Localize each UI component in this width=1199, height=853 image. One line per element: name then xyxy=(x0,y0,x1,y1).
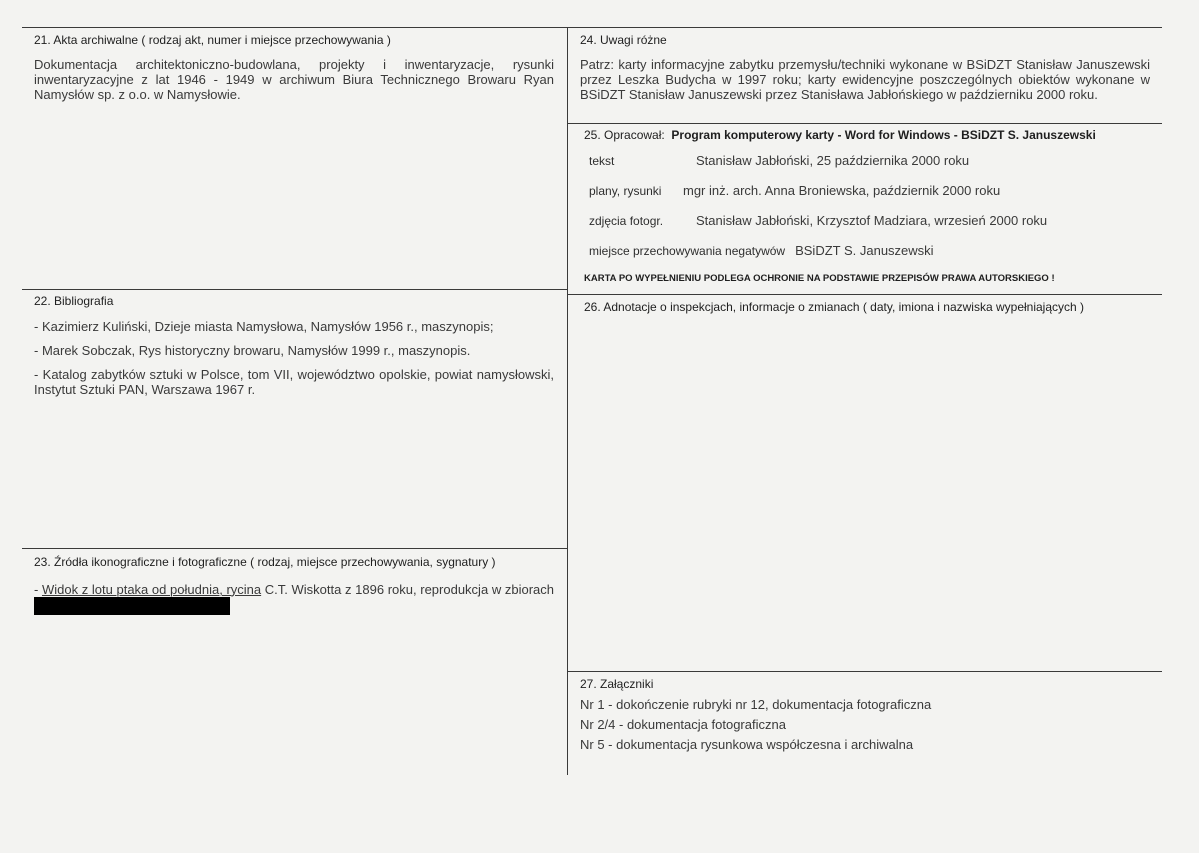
attachment-item: Nr 1 - dokończenie rubryki nr 12, dokumentacja fotograficzna xyxy=(580,697,932,712)
author-row-value: BSiDZT S. Januszewski xyxy=(795,243,934,258)
section-24-remarks xyxy=(580,33,1150,102)
author-row-value: mgr inż. arch. Anna Broniewska, październik 2000 roku xyxy=(683,183,1001,198)
section-26-title: 26. Adnotacje o inspekcjach, informacje o zmianach ( daty, imiona i nazwiska wypełniających ) xyxy=(584,300,1085,314)
top-rule-left xyxy=(22,27,568,28)
rule-s26 xyxy=(568,294,1162,295)
author-row-label: zdjęcia fotogr. xyxy=(589,214,664,228)
section-23-text-rest: C.T. Wiskotta z 1896 roku, reprodukcja w zbiorach xyxy=(261,582,554,597)
section-25-prepared-by xyxy=(584,128,1154,284)
section-21-title: 21. Akta archiwalne ( rodzaj akt, numer i miejsce przechowywania ) xyxy=(34,33,391,47)
attachment-item: Nr 2/4 - dokumentacja fotograficzna xyxy=(580,717,786,732)
section-23-text-prefix: - xyxy=(34,582,42,597)
section-22-bibliography xyxy=(34,294,554,397)
section-25-title-prefix: 25. Opracował: xyxy=(584,128,665,142)
author-row-text xyxy=(584,153,1154,168)
section-24-title: 24. Uwagi różne xyxy=(580,33,667,47)
rule-s22 xyxy=(22,289,568,290)
section-22-title: 22. Bibliografia xyxy=(34,294,114,308)
section-21-archival-records xyxy=(34,33,554,102)
author-row-photos xyxy=(584,213,1154,228)
author-row-value: Stanisław Jabłoński, Krzysztof Madziara, wrzesień 2000 roku xyxy=(696,213,1048,228)
author-row-negatives xyxy=(584,243,1154,258)
section-23-text-underlined: Widok z lotu ptaka od południa, rycina xyxy=(41,582,262,597)
section-25-title-program: Program komputerowy karty - Word for Windows - BSiDZT S. Januszewski xyxy=(671,128,1096,142)
section-27-title: 27. Załączniki xyxy=(580,677,654,691)
rule-s25 xyxy=(568,123,1162,124)
section-24-text: Patrz: karty informacyjne zabytku przemysłu/techniki wykonane w BSiDZT Stanisław Januszewski przez Leszka Budycha w 1997 roku; karty ewidencyjne poszczególnych obiektów wykonane w BSiDZT Stanisław Januszewski przez Stanisława Jabłońskiego w październiku 2000 roku. xyxy=(580,57,1150,102)
bibliography-item: - Kazimierz Kuliński, Dzieje miasta Namysłowa, Namysłów 1956 r., maszynopis; xyxy=(34,319,494,334)
copyright-notice: KARTA PO WYPEŁNIENIU PODLEGA OCHRONIE NA PODSTAWIE PRZEPISÓW PRAWA AUTORSKIEGO ! xyxy=(584,273,1055,284)
section-27-attachments xyxy=(580,677,1150,752)
section-23-iconographic-sources xyxy=(34,555,554,615)
section-21-text: Dokumentacja architektoniczno-budowlana, projekty i inwentaryzacje, rysunki inwentaryzacyjne z lat 1946 - 1949 w archiwum Biura Technicznego Browaru Ryan Namysłów sp. z o.o. w Namysłowie. xyxy=(34,57,554,102)
section-23-title: 23. Źródła ikonograficzne i fotograficzne ( rodzaj, miejsce przechowywania, sygnatury ) xyxy=(34,555,496,569)
section-25-title xyxy=(584,128,1154,142)
rule-s23 xyxy=(22,548,568,549)
attachment-item: Nr 5 - dokumentacja rysunkowa współczesna i archiwalna xyxy=(580,737,914,752)
top-rule-right xyxy=(568,27,1162,28)
section-23-text xyxy=(34,582,554,615)
author-row-plans xyxy=(584,183,1154,198)
author-row-label: tekst xyxy=(589,154,615,168)
section-26-inspection-notes xyxy=(584,300,1154,314)
redaction-box xyxy=(34,597,230,615)
author-row-label: miejsce przechowywania negatywów xyxy=(589,244,786,258)
bibliography-item: - Katalog zabytków sztuki w Polsce, tom VII, województwo opolskie, powiat namysłowski, Instytut Sztuki PAN, Warszawa 1967 r. xyxy=(34,367,554,397)
bibliography-item: - Marek Sobczak, Rys historyczny browaru, Namysłów 1999 r., maszynopis. xyxy=(34,343,471,358)
author-row-value: Stanisław Jabłoński, 25 października 2000 roku xyxy=(696,153,970,168)
rule-s27 xyxy=(568,671,1162,672)
column-divider xyxy=(567,27,568,775)
author-row-label: plany, rysunki xyxy=(589,184,662,198)
